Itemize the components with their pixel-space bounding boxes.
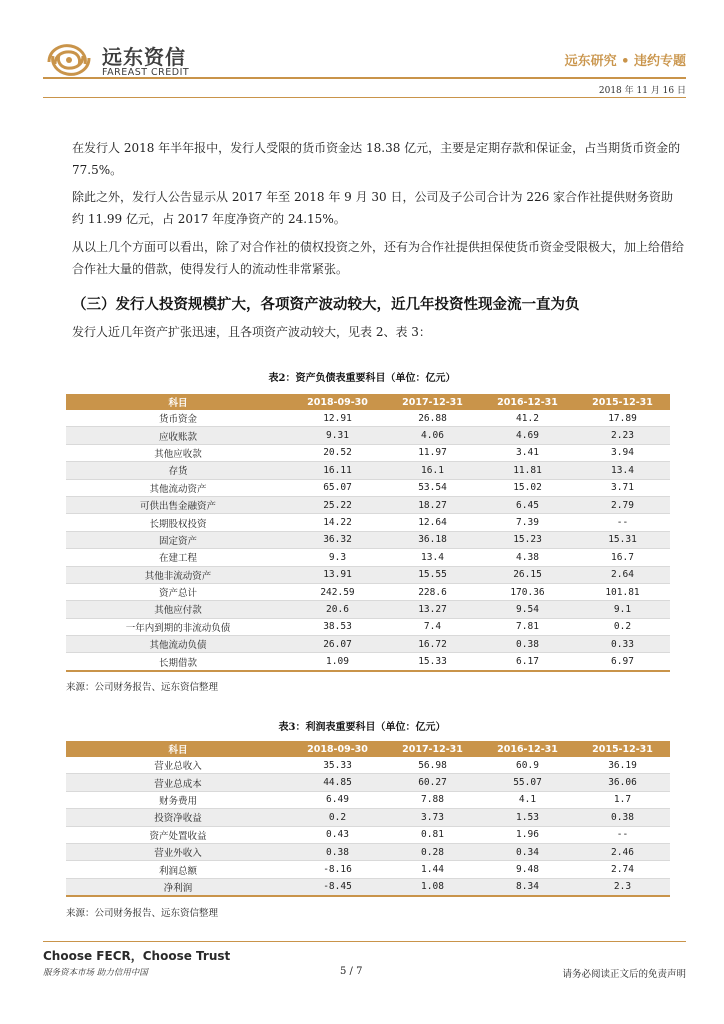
- income-statement-table: [66, 741, 670, 897]
- table-cell-value: 2.74: [575, 861, 670, 878]
- balance-sheet-row: [66, 462, 670, 479]
- paragraph-liquidity: 从以上几个方面可以看出，除了对合作社的债权投资之外，还有为合作社提供担保使货币资金受限极大，加上给借给合作社大量的借款，使得发行人的流动性非常紧张。: [72, 240, 685, 276]
- table-cell-item: 应收账款: [66, 427, 290, 444]
- table-cell-value: 36.19: [575, 757, 670, 774]
- paragraph-restricted-funds: 在发行人 2018 年半年报中，发行人受限的货币资金达 18.38 亿元，主要是定期存款和保证金，占当期货币资金的 77.5%。: [72, 141, 681, 177]
- table-cell-value: 36.06: [575, 774, 670, 791]
- table-cell-value: 36.18: [385, 531, 480, 548]
- table-cell-value: 0.81: [385, 826, 480, 843]
- table-cell-value: 101.81: [575, 583, 670, 600]
- table2-caption: 表2：资产负债表重要科目（单位：亿元）: [268, 373, 456, 384]
- table-cell-value: 17.89: [575, 410, 670, 427]
- table2-source: 来源：公司财务报告、远东资信整理: [66, 682, 219, 693]
- table-cell-value: 6.45: [480, 496, 575, 513]
- table-cell-value: 2.79: [575, 496, 670, 513]
- balance-sheet-row: [66, 410, 670, 427]
- table-cell-item: 财务费用: [66, 791, 290, 808]
- income-statement-row: [66, 826, 670, 843]
- table-cell-value: 7.88: [385, 791, 480, 808]
- table-cell-value: 9.31: [290, 427, 385, 444]
- table-cell-value: 1.96: [480, 826, 575, 843]
- table-cell-value: 170.36: [480, 583, 575, 600]
- table-cell-value: 13.91: [290, 566, 385, 583]
- section-intro: 发行人近几年资产扩张迅速，且各项资产波动较大，见表 2、表 3：: [72, 325, 431, 339]
- table-cell-value: 228.6: [385, 583, 480, 600]
- header-divider-thin: [43, 97, 686, 98]
- logo-english-name: FAREAST CREDIT: [102, 67, 190, 78]
- table-cell-value: 11.97: [385, 444, 480, 461]
- table-cell-value: --: [575, 514, 670, 531]
- table-cell-value: 15.02: [480, 479, 575, 496]
- table-cell-value: 7.4: [385, 618, 480, 635]
- table-header-date: 2017-12-31: [385, 741, 480, 757]
- table-cell-value: 1.08: [385, 878, 480, 896]
- table-cell-value: 4.69: [480, 427, 575, 444]
- table-cell-value: 1.44: [385, 861, 480, 878]
- table-header-date: 2018-09-30: [290, 394, 385, 410]
- table-cell-value: 0.43: [290, 826, 385, 843]
- table-cell-value: 44.85: [290, 774, 385, 791]
- table-cell-value: 53.54: [385, 479, 480, 496]
- table-cell-item: 其他应付款: [66, 601, 290, 618]
- header-divider: [43, 77, 686, 79]
- table-cell-item: 资产总计: [66, 583, 290, 600]
- footer-slogan: Choose FECR，Choose Trust: [43, 949, 231, 963]
- balance-sheet-row: [66, 636, 670, 653]
- balance-sheet-row: [66, 514, 670, 531]
- table-cell-value: 16.72: [385, 636, 480, 653]
- table-cell-value: 12.91: [290, 410, 385, 427]
- table-cell-value: 3.94: [575, 444, 670, 461]
- balance-sheet-table: [66, 394, 670, 672]
- table-cell-item: 固定资产: [66, 531, 290, 548]
- income-statement-row: [66, 791, 670, 808]
- table-cell-value: 0.2: [290, 809, 385, 826]
- table-cell-value: 60.9: [480, 757, 575, 774]
- table-cell-item: 其他流动资产: [66, 479, 290, 496]
- table-cell-item: 营业外收入: [66, 843, 290, 860]
- table-header-date: 2015-12-31: [575, 394, 670, 410]
- table-cell-value: 26.15: [480, 566, 575, 583]
- table-cell-value: 0.28: [385, 843, 480, 860]
- table-cell-value: 8.34: [480, 878, 575, 896]
- table-cell-item: 一年内到期的非流动负债: [66, 618, 290, 635]
- balance-sheet-row: [66, 427, 670, 444]
- footer-slogan-cn: 服务资本市场 助力信用中国: [43, 968, 148, 978]
- table-cell-value: 60.27: [385, 774, 480, 791]
- table-cell-value: 7.39: [480, 514, 575, 531]
- table-cell-item: 其他流动负债: [66, 636, 290, 653]
- table-cell-value: 9.1: [575, 601, 670, 618]
- table-cell-value: 2.3: [575, 878, 670, 896]
- table-cell-value: 6.97: [575, 653, 670, 671]
- table-cell-value: 26.07: [290, 636, 385, 653]
- table-cell-item: 营业总成本: [66, 774, 290, 791]
- table-cell-value: 4.38: [480, 549, 575, 566]
- logo-chinese-name: 远东资信: [102, 45, 186, 69]
- table-cell-value: 15.33: [385, 653, 480, 671]
- table-cell-value: 3.71: [575, 479, 670, 496]
- table-cell-value: 9.54: [480, 601, 575, 618]
- table-cell-value: -8.16: [290, 861, 385, 878]
- report-series-title: 远东研究 • 违约专题: [564, 54, 686, 69]
- table-cell-value: 1.7: [575, 791, 670, 808]
- table-header-item: 科目: [66, 741, 290, 757]
- table-cell-item: 货币资金: [66, 410, 290, 427]
- section-heading: （三）发行人投资规模扩大，各项资产波动较大，近几年投资性现金流一直为负: [72, 296, 580, 313]
- balance-sheet-row: [66, 549, 670, 566]
- table-cell-value: 9.48: [480, 861, 575, 878]
- table-cell-value: --: [575, 826, 670, 843]
- table-cell-value: 3.41: [480, 444, 575, 461]
- table-cell-value: 1.53: [480, 809, 575, 826]
- table-cell-value: 20.52: [290, 444, 385, 461]
- table-cell-value: 35.33: [290, 757, 385, 774]
- table-cell-item: 净利润: [66, 878, 290, 896]
- table-cell-value: 6.49: [290, 791, 385, 808]
- table-header-date: 2017-12-31: [385, 394, 480, 410]
- table-cell-value: 41.2: [480, 410, 575, 427]
- income-statement-row: [66, 809, 670, 826]
- table-cell-value: 7.81: [480, 618, 575, 635]
- table-cell-item: 资产处置收益: [66, 826, 290, 843]
- paragraph-financial-aid: 除此之外，发行人公告显示从 2017 年至 2018 年 9 月 30 日，公司及子公司合计为 226 家合作社提供财务资助约 11.99 亿元，占 2017 年度净资产的 24.15%。: [72, 190, 674, 226]
- table-cell-value: 16.7: [575, 549, 670, 566]
- table-cell-item: 营业总收入: [66, 757, 290, 774]
- table-cell-value: 11.81: [480, 462, 575, 479]
- table-cell-value: 55.07: [480, 774, 575, 791]
- table-cell-value: 20.6: [290, 601, 385, 618]
- table-cell-value: 0.38: [480, 636, 575, 653]
- table-cell-value: 65.07: [290, 479, 385, 496]
- table-cell-value: 12.64: [385, 514, 480, 531]
- report-date: 2018 年 11 月 16 日: [598, 86, 686, 96]
- table-cell-value: 3.73: [385, 809, 480, 826]
- table-cell-value: 4.06: [385, 427, 480, 444]
- balance-sheet-row: [66, 566, 670, 583]
- table-cell-item: 长期股权投资: [66, 514, 290, 531]
- table-cell-value: 242.59: [290, 583, 385, 600]
- table-cell-value: 16.11: [290, 462, 385, 479]
- balance-sheet-row: [66, 479, 670, 496]
- table-cell-value: 4.1: [480, 791, 575, 808]
- balance-sheet-row: [66, 583, 670, 600]
- table-cell-value: 13.27: [385, 601, 480, 618]
- table-cell-value: 18.27: [385, 496, 480, 513]
- table-cell-value: 36.32: [290, 531, 385, 548]
- table-cell-value: 56.98: [385, 757, 480, 774]
- table-cell-value: 25.22: [290, 496, 385, 513]
- fareast-logo-icon: [43, 40, 95, 80]
- table-cell-value: 38.53: [290, 618, 385, 635]
- balance-sheet-row: [66, 618, 670, 635]
- table-cell-item: 投资净收益: [66, 809, 290, 826]
- footer-disclaimer: 请务必阅读正文后的免责声明: [562, 969, 686, 980]
- table-header-date: 2015-12-31: [575, 741, 670, 757]
- table-cell-value: 15.55: [385, 566, 480, 583]
- balance-sheet-row: [66, 444, 670, 461]
- table-cell-item: 利润总额: [66, 861, 290, 878]
- table3-caption: 表3：利润表重要科目（单位：亿元）: [278, 722, 446, 733]
- balance-sheet-row: [66, 496, 670, 513]
- table3-source: 来源：公司财务报告、远东资信整理: [66, 908, 219, 919]
- table-header-date: 2016-12-31: [480, 394, 575, 410]
- table-cell-value: 2.46: [575, 843, 670, 860]
- table-cell-value: 13.4: [385, 549, 480, 566]
- table-cell-value: 0.33: [575, 636, 670, 653]
- table-header-date: 2018-09-30: [290, 741, 385, 757]
- table-cell-value: 15.23: [480, 531, 575, 548]
- table-cell-value: 1.09: [290, 653, 385, 671]
- table-cell-value: 0.2: [575, 618, 670, 635]
- table-cell-value: 9.3: [290, 549, 385, 566]
- income-statement-row: [66, 843, 670, 860]
- income-statement-row: [66, 774, 670, 791]
- balance-sheet-row: [66, 531, 670, 548]
- table-cell-value: 15.31: [575, 531, 670, 548]
- table-cell-value: 14.22: [290, 514, 385, 531]
- table-cell-value: 2.23: [575, 427, 670, 444]
- table-cell-value: 2.64: [575, 566, 670, 583]
- table-cell-value: -8.45: [290, 878, 385, 896]
- table-cell-value: 26.88: [385, 410, 480, 427]
- income-statement-row: [66, 861, 670, 878]
- table-cell-item: 其他应收款: [66, 444, 290, 461]
- balance-sheet-row: [66, 601, 670, 618]
- table-cell-item: 存货: [66, 462, 290, 479]
- income-statement-row: [66, 757, 670, 774]
- footer-divider: [43, 941, 686, 942]
- table-header-item: 科目: [66, 394, 290, 410]
- page-number: 5 / 7: [340, 966, 363, 977]
- table-header-date: 2016-12-31: [480, 741, 575, 757]
- table-cell-value: 13.4: [575, 462, 670, 479]
- table-cell-value: 0.38: [575, 809, 670, 826]
- table-cell-value: 0.38: [290, 843, 385, 860]
- table-cell-item: 其他非流动资产: [66, 566, 290, 583]
- table-cell-item: 在建工程: [66, 549, 290, 566]
- balance-sheet-row: [66, 653, 670, 671]
- table-cell-value: 16.1: [385, 462, 480, 479]
- income-statement-row: [66, 878, 670, 896]
- table-cell-item: 可供出售金融资产: [66, 496, 290, 513]
- table-cell-item: 长期借款: [66, 653, 290, 671]
- table-cell-value: 0.34: [480, 843, 575, 860]
- table-cell-value: 6.17: [480, 653, 575, 671]
